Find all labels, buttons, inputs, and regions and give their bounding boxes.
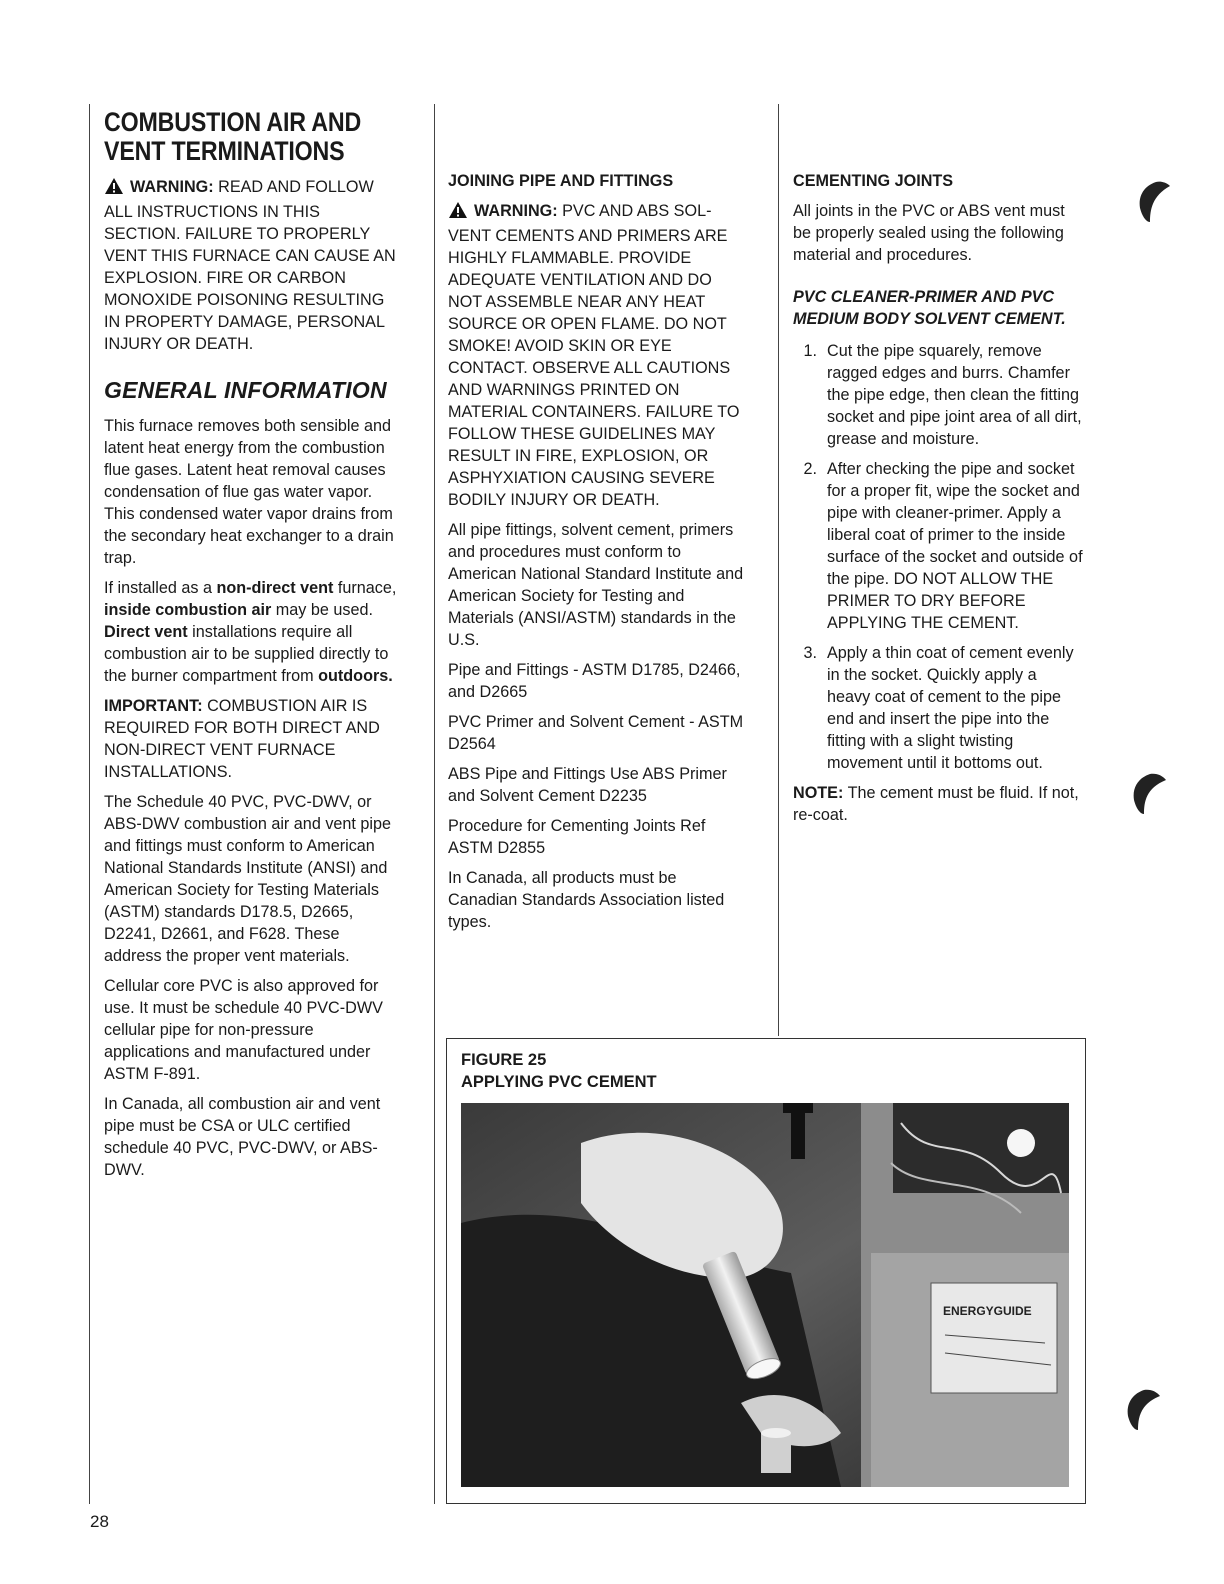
right-column <box>793 170 1083 834</box>
warning-triangle-icon <box>448 201 468 225</box>
cementing-procedure-standard: Procedure for Cementing Joints Ref ASTM D2855 <box>448 817 706 857</box>
left-margin-rule <box>89 104 90 1504</box>
note-paragraph: NOTE: The cement must be fluid. If not, re-coat. <box>793 784 1079 824</box>
figure-25 <box>446 1038 1086 1504</box>
list-item: 1. Cut the pipe squarely, remove ragged edges and burrs. Chamfer the pipe edge, then clean the fitting socket and pipe joint area of all dirt, grease and moisture. <box>803 342 1082 448</box>
page-title: COMBUSTION AIR AND VENT TERMINATIONS <box>104 107 362 166</box>
figure-title: APPLYING PVC CEMENT <box>461 1073 657 1091</box>
cementing-joints-heading: CEMENTING JOINTS <box>793 172 954 190</box>
vent-type-paragraph: If installed as a non-direct vent furnace, inside combustion air may be used. Direct vent installations require all combustion air to be supplied directly to the burner compartment from outdoors. <box>104 579 397 685</box>
pipe-fittings-standard: Pipe and Fittings - ASTM D1785, D2466, and D2665 <box>448 661 741 701</box>
figure-number: FIGURE 25 <box>461 1051 547 1069</box>
important-paragraph: IMPORTANT: COMBUSTION AIR IS REQUIRED FOR BOTH DIRECT AND NON-DIRECT VENT FURNACE INSTALLATIONS. <box>104 697 380 781</box>
pvc-cement-photo <box>461 1103 1069 1487</box>
binder-hole-mark-2 <box>1128 772 1168 816</box>
warning-block: WARNING: PVC AND ABS SOL-VENT CEMENTS AND PRIMERS ARE HIGHLY FLAMMABLE. PROVIDE ADEQUATE VENTILATION AND DO NOT ASSEMBLE NEAR ANY HEAT SOURCE OR OPEN FLAME. DO NOT SMOKE! AVOID SKIN OR EYE CONTACT. OBSERVE ALL CAUTIONS AND WARNINGS PRINTED ON MATERIAL CONTAINERS. FAILURE TO FOLLOW THESE GUIDELINES MAY RESULT IN FIRE, EXPLOSION, OR ASPHYXIATION CAUSING SEVERE BODILY INJURY OR DEATH. <box>448 202 740 509</box>
photo-illustration <box>461 1103 1069 1487</box>
left-column <box>104 108 400 1189</box>
general-info-paragraph: This furnace removes both sensible and latent heat energy from the combustion flue gases. Latent heat removal causes condensation of flue gas water vapor. This condensed water vapor drains from the secondary heat exchanger to a drain trap. <box>104 417 394 567</box>
pipe-standards-paragraph: The Schedule 40 PVC, PVC-DWV, or ABS-DWV combustion air and vent pipe and fittings must conform to American National Standards Institute (ANSI) and American Society for Testing Materials (ASTM) standards D178.5, D2665, D2241, D2661, and F628. These address the proper vent materials. <box>104 793 392 965</box>
abs-standard: ABS Pipe and Fittings Use ABS Primer and Solvent Cement D2235 <box>448 765 727 805</box>
joining-pipe-heading: JOINING PIPE AND FITTINGS <box>448 172 674 190</box>
warning-block: WARNING: READ AND FOLLOW ALL INSTRUCTIONS IN THIS SECTION. FAILURE TO PROPERLY VENT THIS FURNACE CAN CAUSE AN EXPLOSION. FIRE OR CARBON MONOXIDE POISONING RESULTING IN PROPERTY DAMAGE, PERSONAL INJURY OR DEATH. <box>104 178 396 353</box>
binder-hole-mark-1 <box>1136 180 1172 224</box>
energyguide-label: ENERGYGUIDE <box>943 1304 1032 1318</box>
column-divider-2 <box>778 104 779 1036</box>
binder-hole-mark-3 <box>1122 1388 1162 1432</box>
pvc-cement-subheading: PVC CLEANER-PRIMER AND PVC MEDIUM BODY SOLVENT CEMENT. <box>793 288 1066 328</box>
canada-paragraph: In Canada, all combustion air and vent pipe must be CSA or ULC certified schedule 40 PVC, PVC-DWV, or ABS-DWV. <box>104 1095 381 1179</box>
canada-products-paragraph: In Canada, all products must be Canadian Standards Association listed types. <box>448 869 725 931</box>
page-number: 28 <box>90 1512 109 1531</box>
middle-column <box>448 170 744 941</box>
general-information-heading: GENERAL INFORMATION <box>104 377 387 403</box>
cementing-steps <box>793 340 1083 774</box>
primer-cement-standard: PVC Primer and Solvent Cement - ASTM D2564 <box>448 713 744 753</box>
column-divider-1 <box>434 104 435 1504</box>
cementing-intro: All joints in the PVC or ABS vent must be properly sealed using the following material and procedures. <box>793 202 1065 264</box>
warning-triangle-icon <box>104 177 124 201</box>
standards-paragraph: All pipe fittings, solvent cement, primers and procedures must conform to American National Standard Institute and American Society for Testing and Materials (ANSI/ASTM) standards in the U.S. <box>448 521 744 649</box>
cellular-core-paragraph: Cellular core PVC is also approved for use. It must be schedule 40 PVC-DWV cellular pipe for non-pressure applications and manufactured under ASTM F-891. <box>104 977 383 1083</box>
list-item: 2. After checking the pipe and socket for a proper fit, wipe the socket and pipe with cleaner-primer. Apply a liberal coat of primer to the inside surface of the socket and outside of the pipe. DO NOT ALLOW THE PRIMER TO DRY BEFORE APPLYING THE CEMENT. <box>803 460 1083 632</box>
list-item: 3. Apply a thin coat of cement evenly in the socket. Quickly apply a heavy coat of cement to the pipe end and insert the pipe into the fitting with a slight twisting movement until it bottoms out. <box>803 644 1074 772</box>
